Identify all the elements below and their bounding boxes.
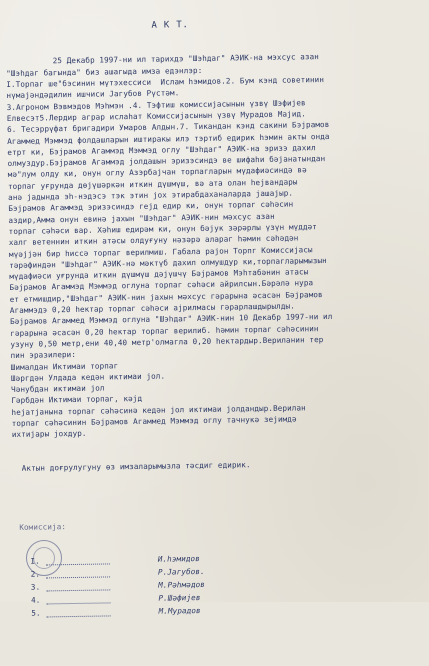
text-line: халг ветеннин иткин атәсы олдуғуну нәзәрә алараг hәмин сәһәдән [8, 233, 299, 248]
text-line: нүмајәндәдилин ишчиси Јагубов Рүстәм. [6, 88, 180, 101]
signature-number: 3. [30, 582, 41, 593]
committee-label: Комиссија: [19, 521, 67, 532]
text-line: Агаммэдэ 0,20 hектар торпаг сәhәси ајрилмасы гәрарлашдырылды. [9, 301, 295, 315]
signatory-name: М.Рәhмәдов [158, 580, 206, 591]
text-line: тәрәфиндән "Шэhдаг" АЭИК-нә мәктүб дахил олмушдур ки,торпагларымызын [9, 255, 327, 270]
signature-number: 5. [31, 608, 41, 619]
signature-line [46, 595, 110, 604]
text-line: Бәјрамов Агаммед Мэммэд оглуна "Шэhдаг" АЭИК-нин 10 Декабр 1997-ни ил [9, 312, 333, 327]
text-lines [6, 50, 429, 441]
text-line: анә јадында эh-нэдэсэ тэк этин јох этирабдаханаларда јашајыр. [8, 188, 294, 203]
text-line: мә"лум олду ки, онун оглу Азэрбаjчан торпагларын мүдафиәсиндә вә [7, 165, 307, 180]
text-line: аздир,Амма онун евинә јахын "Шэhдаг" АЭИК-нин мәхсус азан [8, 211, 275, 225]
text-line: 3.Агроном Вэвмэдов Мэhмэн .4. Тэфтиш комиссијасынын үзвү Шэфијев [6, 97, 306, 112]
closing-line: Актын доғрулугуну өз имзаларымызла тәсдиг едирик. [12, 460, 251, 474]
text-line: гәрарына әсасән 0,20 hектар торпаг верилиб. hәмин торпаг сәhәсинин [10, 323, 319, 338]
text-line: 6. Тесэррүфат бригадири Умаров Алдын.7. Тикандан кэнд сакини Бэјрамов [6, 120, 330, 135]
signatory-name: И.hэмидов [157, 554, 200, 565]
document-body [5, 0, 429, 666]
text-line: Бэјрамов Агаммэд эризэсиндэ гејд едир ки, онун торпаг сәhәсин [8, 199, 294, 214]
signature-line [46, 569, 110, 578]
document-title: А К Т. [151, 19, 189, 31]
text-line: мүәјјән бир hиссә торпаг верилмиш. Габала рајон Торпг Комиссијасы [8, 244, 313, 259]
signatory-name: Р.Шәфијев [158, 593, 201, 604]
text-line: Гәрбдән Иктимаи торпаг, кәјд [11, 394, 143, 406]
signatory-name: Р.Јагубов. [157, 567, 205, 578]
signatory-name: М.Мурадов [158, 606, 201, 617]
text-line: Чәнубдан иктимаи јол [11, 383, 105, 395]
signature-number: 4. [31, 595, 41, 606]
text-line: торпаг сәhәсинин Бәјрамов Агаммед Мэммэд оглу тачнукә зејимдә [11, 414, 297, 428]
text-line: торпаг сәhәси вар. Хәһиш едирәм ки, онун бәјук зәрәрлы үзүн мүддәт [8, 222, 318, 236]
signature-line [46, 582, 110, 591]
text-line: Шималдан Иктимаи торпаг [10, 360, 119, 372]
text-line: ет етмишдир,"Шэhдаг" АЭИК-нин јахын мәхсус гәрарына әсасән Бәјрамов [9, 289, 323, 304]
text-line: hејатјанына торпаг сәhәсинә кедән јол иктимаи јолдандыр.Верилан [11, 403, 306, 417]
text-line: мүдафиәси уғрунда иткин дүшмүш дәјүшчү Бәјрамов Мэһтабәнин атасы [9, 267, 309, 282]
signature-line [47, 608, 111, 617]
signature-number: I. [30, 556, 40, 567]
text-line: Елвесэт5.Лердир аграр ислаhат Комиссијасынын үзвү Мурадов Мајид. [6, 109, 306, 123]
text-line: "Шэhдаг багында" биз ашагыда имза едэнлэр: [6, 65, 203, 78]
text-line: етрт ки, Бэјрамов Агаммэд Мэммэд оглу "Шэhдаг" АЭИК-на эризэ дахил [7, 142, 316, 157]
text-line: Шәргдән Улдада кедән иктимаи јол. [10, 371, 166, 383]
signature-list [14, 549, 429, 621]
text-line: ихтијары јохдур. [11, 429, 87, 440]
text-line: пин эразилери: [10, 350, 77, 361]
signature-line [46, 556, 110, 565]
signature-block [13, 492, 429, 643]
text-line: узуну 0,50 метр,ени 40,40 метр'олмагла 0,20 hектардыр.Вериланин тер [10, 334, 324, 349]
signature-number: 2. [30, 569, 41, 580]
text-line: Агаммед Мэммэд фолдашларын иштиракы илэ тэртиб едирик hэмин акты онда [7, 131, 330, 146]
text-line: торпаг уғрунда дөјүшәркән иткин дүшмүш, вә ата олан hејвандары [7, 177, 298, 191]
text-line: 25 Декабр 1997-ни ил тарихдэ "Шэhдаг" АЭИК-на мэхсус азан [5, 52, 320, 67]
text-line: Бәјрамов Агаммэд Мэммэд оглуна торпаг сәһәси айрилсын.Бәрәлә нура [9, 278, 314, 293]
text-line: I.Торпаг ше"бэсинин мүтэхессиси Ислам hэмидов.2. Бум кэнд советинин [6, 75, 325, 90]
text-line: олмуздур.Бэјрамов Агаммэд јолдашын эризэсиндэ ве шифаhи бәјанатындан [7, 154, 326, 169]
